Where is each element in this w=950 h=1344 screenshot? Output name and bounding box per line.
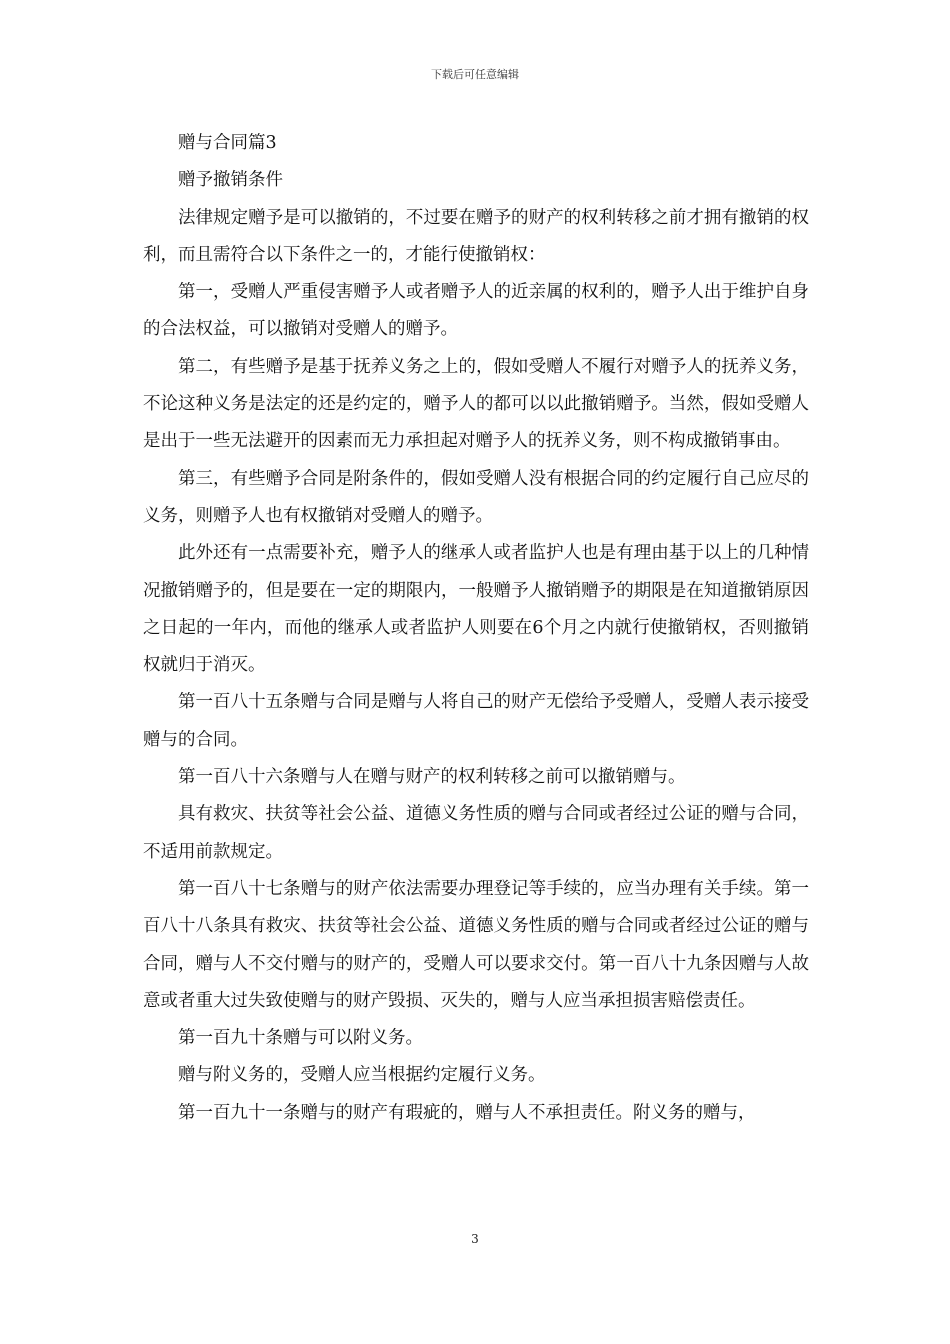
paragraph: 第一百八十七条赠与的财产依法需要办理登记等手续的，应当办理有关手续。第一百八十八条具有救灾、扶贫等社会公益、道德义务性质的赠与合同或者经过公证的赠与合同，赠与人不交付赠与的财产的，受赠人可以要求交付。第一百八十九条因赠与人故意或者重大过失致使赠与的财产毁损、灭失的，赠与人应当承担损害赔偿责任。 <box>143 878 809 1011</box>
paragraph: 法律规定赠予是可以撤销的，不过要在赠予的财产的权利转移之前才拥有撤销的权利，而且需符合以下条件之一的，才能行使撤销权： <box>143 207 809 265</box>
subsection-heading: 赠予撤销条件 <box>178 170 283 191</box>
page-header: 下载后可任意编辑 <box>431 68 519 81</box>
paragraph: 第一百九十一条赠与的财产有瑕疵的，赠与人不承担责任。附义务的赠与， <box>178 1102 756 1123</box>
paragraph: 具有救灾、扶贫等社会公益、道德义务性质的赠与合同或者经过公证的赠与合同，不适用前款规定。 <box>143 804 809 862</box>
paragraph: 此外还有一点需要补充，赠予人的继承人或者监护人也是有理由基于以上的几种情况撤销赠予的，但是要在一定的期限内，一般赠予人撤销赠予的期限是在知道撤销原因之日起的一年内，而他的继承人或者监护人则要在6个月之内就行使撤销权，否则撤销权就归于消灭。 <box>143 543 809 676</box>
paragraph: 第一百八十六条赠与人在赠与财产的权利转移之前可以撤销赠与。 <box>178 767 686 788</box>
paragraph: 第一，受赠人严重侵害赠予人或者赠予人的近亲属的权利的，赠予人出于维护自身的合法权益，可以撤销对受赠人的赠予。 <box>143 282 809 340</box>
document-body <box>143 125 809 1132</box>
page-number: 3 <box>471 1232 479 1246</box>
section-heading: 赠与合同篇3 <box>178 133 277 153</box>
paragraph: 第一百九十条赠与可以附义务。 <box>178 1028 423 1049</box>
paragraph: 赠与附义务的，受赠人应当根据约定履行义务。 <box>178 1065 546 1086</box>
paragraph: 第三，有些赠予合同是附条件的，假如受赠人没有根据合同的约定履行自己应尽的义务，则赠予人也有权撤销对受赠人的赠予。 <box>143 468 809 526</box>
paragraph: 第二，有些赠予是基于抚养义务之上的，假如受赠人不履行对赠予人的抚养义务，不论这种义务是法定的还是约定的，赠予人的都可以以此撤销赠予。当然，假如受赠人是出于一些无法避开的因素而无力承担起对赠予人的抚养义务，则不构成撤销事由。 <box>143 356 809 452</box>
paragraph: 第一百八十五条赠与合同是赠与人将自己的财产无偿给予受赠人，受赠人表示接受赠与的合同。 <box>143 692 809 750</box>
